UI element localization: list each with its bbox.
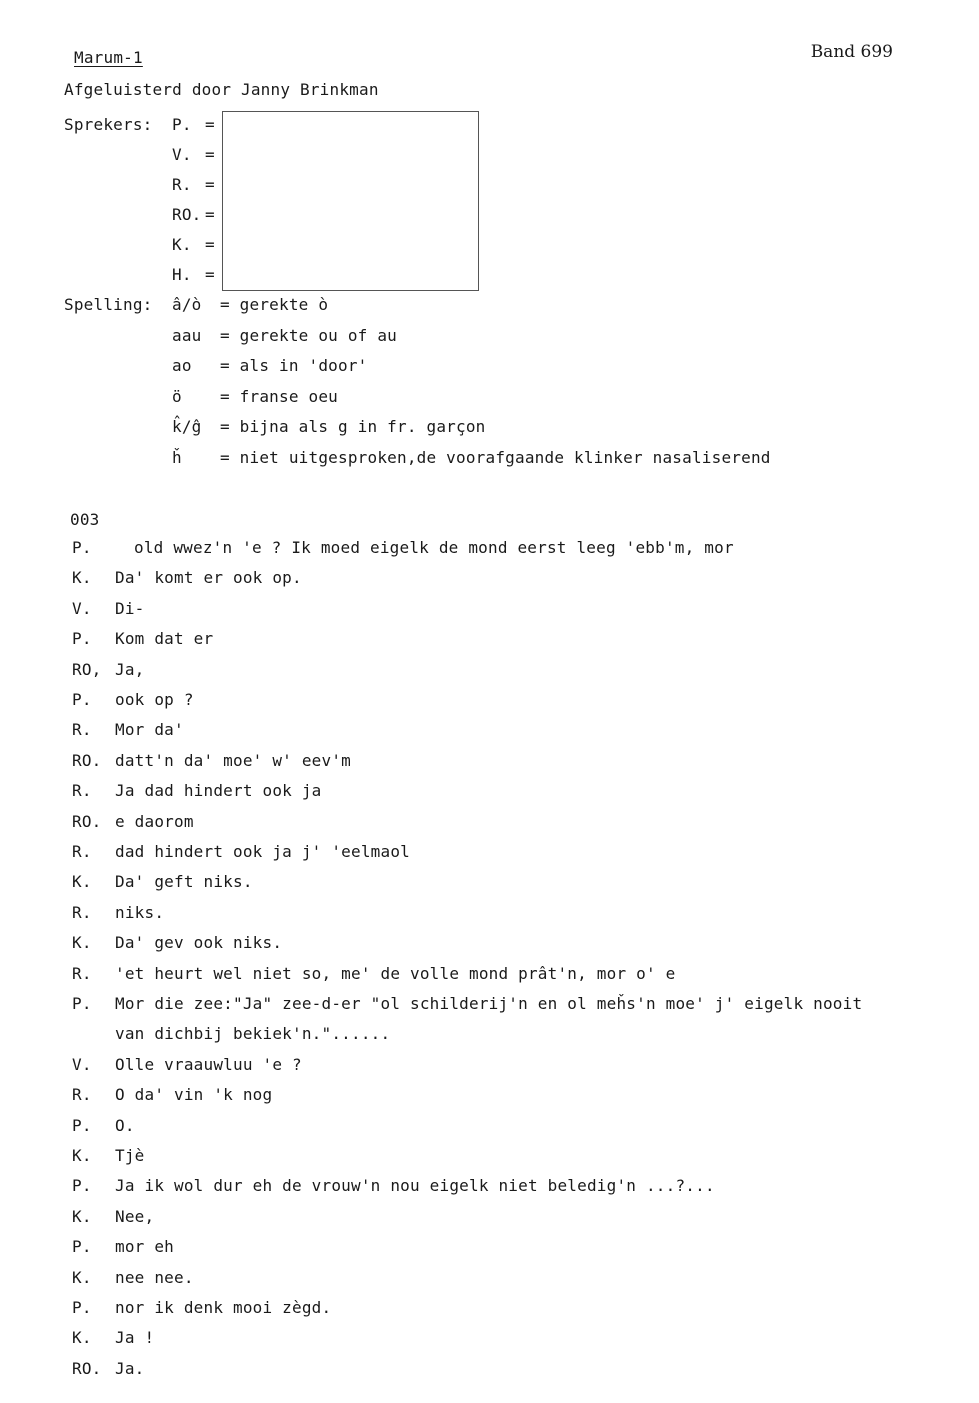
utterance-text: mor eh: [115, 1237, 174, 1256]
speaker-code: K.: [172, 235, 192, 254]
speakers-blank-box: [222, 111, 479, 291]
speaker-tag: P.: [72, 629, 92, 648]
utterance-text: Mor die zee:"Ja" zee-d-er "ol schilderij'n en ol meȟs'n moe' j' eigelk nooit: [115, 994, 863, 1013]
speaker-tag: P.: [72, 994, 92, 1013]
utterance-text: Ja.: [115, 1359, 145, 1378]
utterance-text: van dichbij bekiek'n."......: [115, 1024, 391, 1043]
speaker-equals: =: [205, 115, 215, 134]
spelling-symbol: ao: [172, 356, 192, 375]
speaker-tag: R.: [72, 720, 92, 739]
speaker-tag: RO.: [72, 812, 102, 831]
utterance-text: Da' gev ook niks.: [115, 933, 283, 952]
speaker-tag: P.: [72, 1237, 92, 1256]
utterance-text: nor ik denk mooi zègd.: [115, 1298, 332, 1317]
utterance-text: old wwez'n 'e ? Ik moed eigelk de mond eerst leeg 'ebb'm, mor: [134, 538, 734, 557]
utterance-text: O da' vin 'k nog: [115, 1085, 273, 1104]
speaker-tag: P.: [72, 1116, 92, 1135]
speaker-tag: K.: [72, 933, 92, 952]
section-number: 003: [70, 510, 100, 529]
speaker-tag: K.: [72, 1146, 92, 1165]
document-title: Marum-1: [74, 48, 143, 67]
speaker-tag: P.: [72, 1298, 92, 1317]
utterance-text: 'et heurt wel niet so, me' de volle mond prât'n, mor o' e: [115, 964, 676, 983]
utterance-text: Di-: [115, 599, 145, 618]
speaker-tag: V.: [72, 599, 92, 618]
speaker-code: V.: [172, 145, 192, 164]
speaker-equals: =: [205, 145, 215, 164]
utterance-text: Mor da': [115, 720, 184, 739]
utterance-text: Ja !: [115, 1328, 155, 1347]
utterance-text: datt'n da' moe' w' eev'm: [115, 751, 351, 770]
utterance-text: Kom dat er: [115, 629, 214, 648]
spelling-symbol: ȟ: [172, 447, 182, 467]
utterance-text: O.: [115, 1116, 135, 1135]
speakers-label: Sprekers:: [64, 115, 153, 134]
spelling-symbol: k̂/ĝ: [172, 417, 202, 436]
speaker-tag: K.: [72, 1207, 92, 1226]
speaker-code: P.: [172, 115, 192, 134]
spelling-definition: = franse oeu: [220, 386, 338, 406]
speaker-equals: =: [205, 205, 215, 224]
utterance-text: dad hindert ook ja j' 'eelmaol: [115, 842, 410, 861]
speaker-code: RO.: [172, 205, 202, 224]
spelling-symbol: aau: [172, 325, 202, 345]
spelling-definition: = niet uitgesproken,de voorafgaande klinker nasaliserend: [220, 447, 771, 467]
band-number: Band 699: [810, 42, 893, 62]
spelling-symbol: ö: [172, 386, 182, 406]
spelling-definition: = bijna als g in fr. garçon: [220, 417, 486, 436]
speaker-tag: RO.: [72, 1359, 102, 1378]
speaker-tag: K.: [72, 1328, 92, 1347]
speaker-tag: RO.: [72, 751, 102, 770]
spelling-symbol: â/ò: [172, 295, 202, 314]
speaker-tag: V.: [72, 1055, 92, 1074]
speaker-equals: =: [205, 235, 215, 254]
utterance-text: Da' geft niks.: [115, 872, 253, 891]
speaker-tag: K.: [72, 568, 92, 587]
transcriber-line: Afgeluisterd door Janny Brinkman: [64, 80, 379, 99]
speaker-tag: P.: [72, 690, 92, 709]
speaker-tag: K.: [72, 1268, 92, 1287]
spelling-definition: = als in 'door': [220, 356, 368, 375]
speaker-code: H.: [172, 265, 192, 284]
speaker-tag: P.: [72, 538, 92, 557]
utterance-text: Tjè: [115, 1146, 145, 1165]
utterance-text: Olle vraauwluu 'e ?: [115, 1055, 302, 1074]
speaker-tag: RO,: [72, 660, 102, 679]
utterance-text: e daorom: [115, 812, 194, 831]
utterance-text: Da' komt er ook op.: [115, 568, 302, 587]
spelling-definition: = gerekte ò: [220, 295, 329, 314]
speaker-equals: =: [205, 265, 215, 284]
speaker-tag: R.: [72, 903, 92, 922]
speaker-tag: R.: [72, 964, 92, 983]
utterance-text: Ja ik wol dur eh de vrouw'n nou eigelk niet beledig'n ...?...: [115, 1176, 715, 1195]
speaker-equals: =: [205, 175, 215, 194]
speaker-tag: K.: [72, 872, 92, 891]
speaker-tag: R.: [72, 842, 92, 861]
utterance-text: nee nee.: [115, 1268, 194, 1287]
utterance-text: Nee,: [115, 1207, 155, 1226]
speaker-tag: R.: [72, 781, 92, 800]
speaker-tag: P.: [72, 1176, 92, 1195]
utterance-text: Ja,: [115, 660, 145, 679]
utterance-text: niks.: [115, 903, 165, 922]
speaker-code: R.: [172, 175, 192, 194]
spelling-label: Spelling:: [64, 295, 153, 314]
utterance-text: Ja dad hindert ook ja: [115, 781, 322, 800]
spelling-definition: = gerekte ou of au: [220, 325, 397, 345]
speaker-tag: R.: [72, 1085, 92, 1104]
utterance-text: ook op ?: [115, 690, 194, 709]
